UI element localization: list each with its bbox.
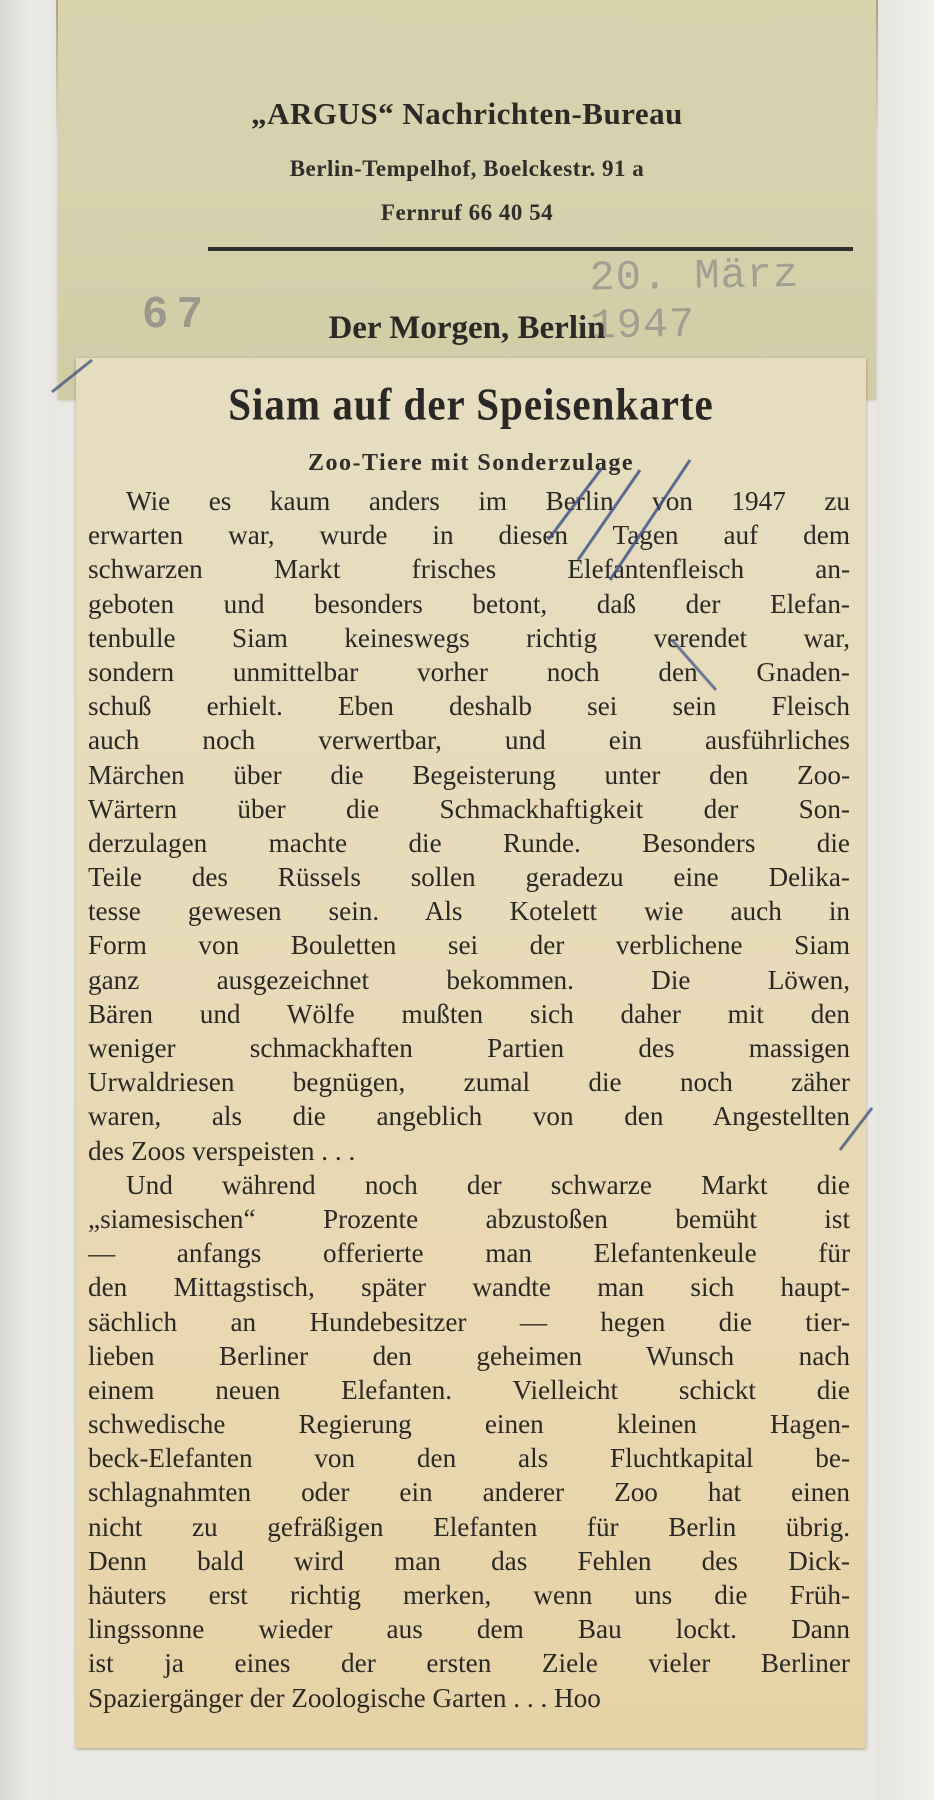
article-line: nicht zu gefräßigen Elefanten für Berlin übrig. [88, 1511, 850, 1542]
article-line: schlagnahmten oder ein anderer Zoo hat einen [88, 1477, 850, 1508]
article-line: lingssonne wieder aus dem Bau lockt. Dann [88, 1614, 850, 1645]
article-line: Denn bald wird man das Fehlen des Dick- [88, 1545, 850, 1576]
article-line: Wärtern über die Schmackhaftigkeit der Son- [88, 793, 850, 824]
article-line: lieben Berliner den geheimen Wunsch nach [88, 1340, 850, 1371]
article-line: sächlich an Hundebesitzer — hegen die tier- [88, 1306, 850, 1337]
article-line: — anfangs offerierte man Elefantenkeule für [88, 1238, 850, 1269]
article-line: geboten und besonders betont, daß der Elefan- [88, 588, 850, 619]
newspaper-source: Der Morgen, Berlin [328, 310, 606, 346]
article-line: auch noch verwertbar, und ein ausführliches [88, 725, 850, 756]
article-subheadline: Zoo-Tiere mit Sonderzulage [307, 450, 635, 476]
article-line: sondern unmittelbar vorher noch den Gnaden- [88, 656, 850, 687]
article-line: Urwaldriesen begnügen, zumal die noch zäher [88, 1067, 850, 1098]
article-line: ganz ausgezeichnet bekommen. Die Löwen, [88, 964, 850, 995]
bureau-title: „ARGUS“ Nachrichten-Bureau [251, 96, 683, 131]
article-line: häuters erst richtig merken, wenn uns die Früh- [88, 1580, 850, 1610]
article-line: beck-Elefanten von den als Fluchtkapital be- [88, 1443, 850, 1474]
article-line: tenbulle Siam keineswegs richtig verendet war, [88, 622, 850, 653]
article-line: „siamesischen“ Prozente abzustoßen bemüht ist [88, 1203, 850, 1234]
article-line: schwarzen Markt frisches Elefantenfleisch an- [88, 554, 850, 585]
article-line: weniger schmackhaften Partien des massigen [88, 1033, 850, 1063]
archive-number-stamp: 67 [143, 288, 212, 337]
background-right [878, 0, 934, 1800]
bureau-phone: Fernruf 66 40 54 [380, 200, 554, 225]
article-line: derzulagen machte die Runde. Besonders die [88, 827, 850, 858]
article-line: ist ja eines der ersten Ziele vieler Berliner [88, 1648, 850, 1679]
background-left [0, 0, 56, 1800]
bureau-header-slip [58, 0, 876, 400]
article-line: den Mittagstisch, später wandte man sich haupt- [88, 1272, 850, 1303]
article-line: Wie es kaum anders im Berlin von 1947 zu [126, 486, 850, 516]
date-stamp: 20. März 1947 [589, 250, 800, 351]
article-body [88, 484, 850, 1715]
article-line: Form von Bouletten sei der verblichene Siam [88, 930, 850, 961]
article-line: des Zoos verspeisten . . . [88, 1135, 356, 1166]
article-line: erwarten war, wurde in diesen Tagen auf dem [88, 520, 850, 551]
header-divider [208, 247, 853, 251]
article-line: Teile des Rüssels sollen geradezu eine Delika- [88, 862, 850, 893]
newspaper-clipping [76, 358, 866, 1748]
article-line: Und während noch der schwarze Markt die [126, 1169, 850, 1200]
article-line: tesse gewesen sein. Als Kotelett wie auch in [88, 896, 850, 927]
article-line: Märchen über die Begeisterung unter den Zoo- [88, 759, 850, 790]
article-line: einem neuen Elefanten. Vielleicht schickt die [88, 1374, 850, 1405]
article-line: schuß erhielt. Eben deshalb sei sein Fleisch [88, 691, 850, 722]
article-line: schwedische Regierung einen kleinen Hagen- [88, 1409, 850, 1440]
bureau-address: Berlin-Tempelhof, Boelckestr. 91 a [289, 156, 645, 181]
article-headline: Siam auf der Speisenkarte [228, 378, 714, 430]
article-line: waren, als die angeblich von den Angestellten [88, 1101, 850, 1132]
article-line: Bären und Wölfe mußten sich daher mit den [88, 998, 850, 1029]
article-line: Spaziergänger der Zoologische Garten . . . Hoo [88, 1682, 601, 1713]
